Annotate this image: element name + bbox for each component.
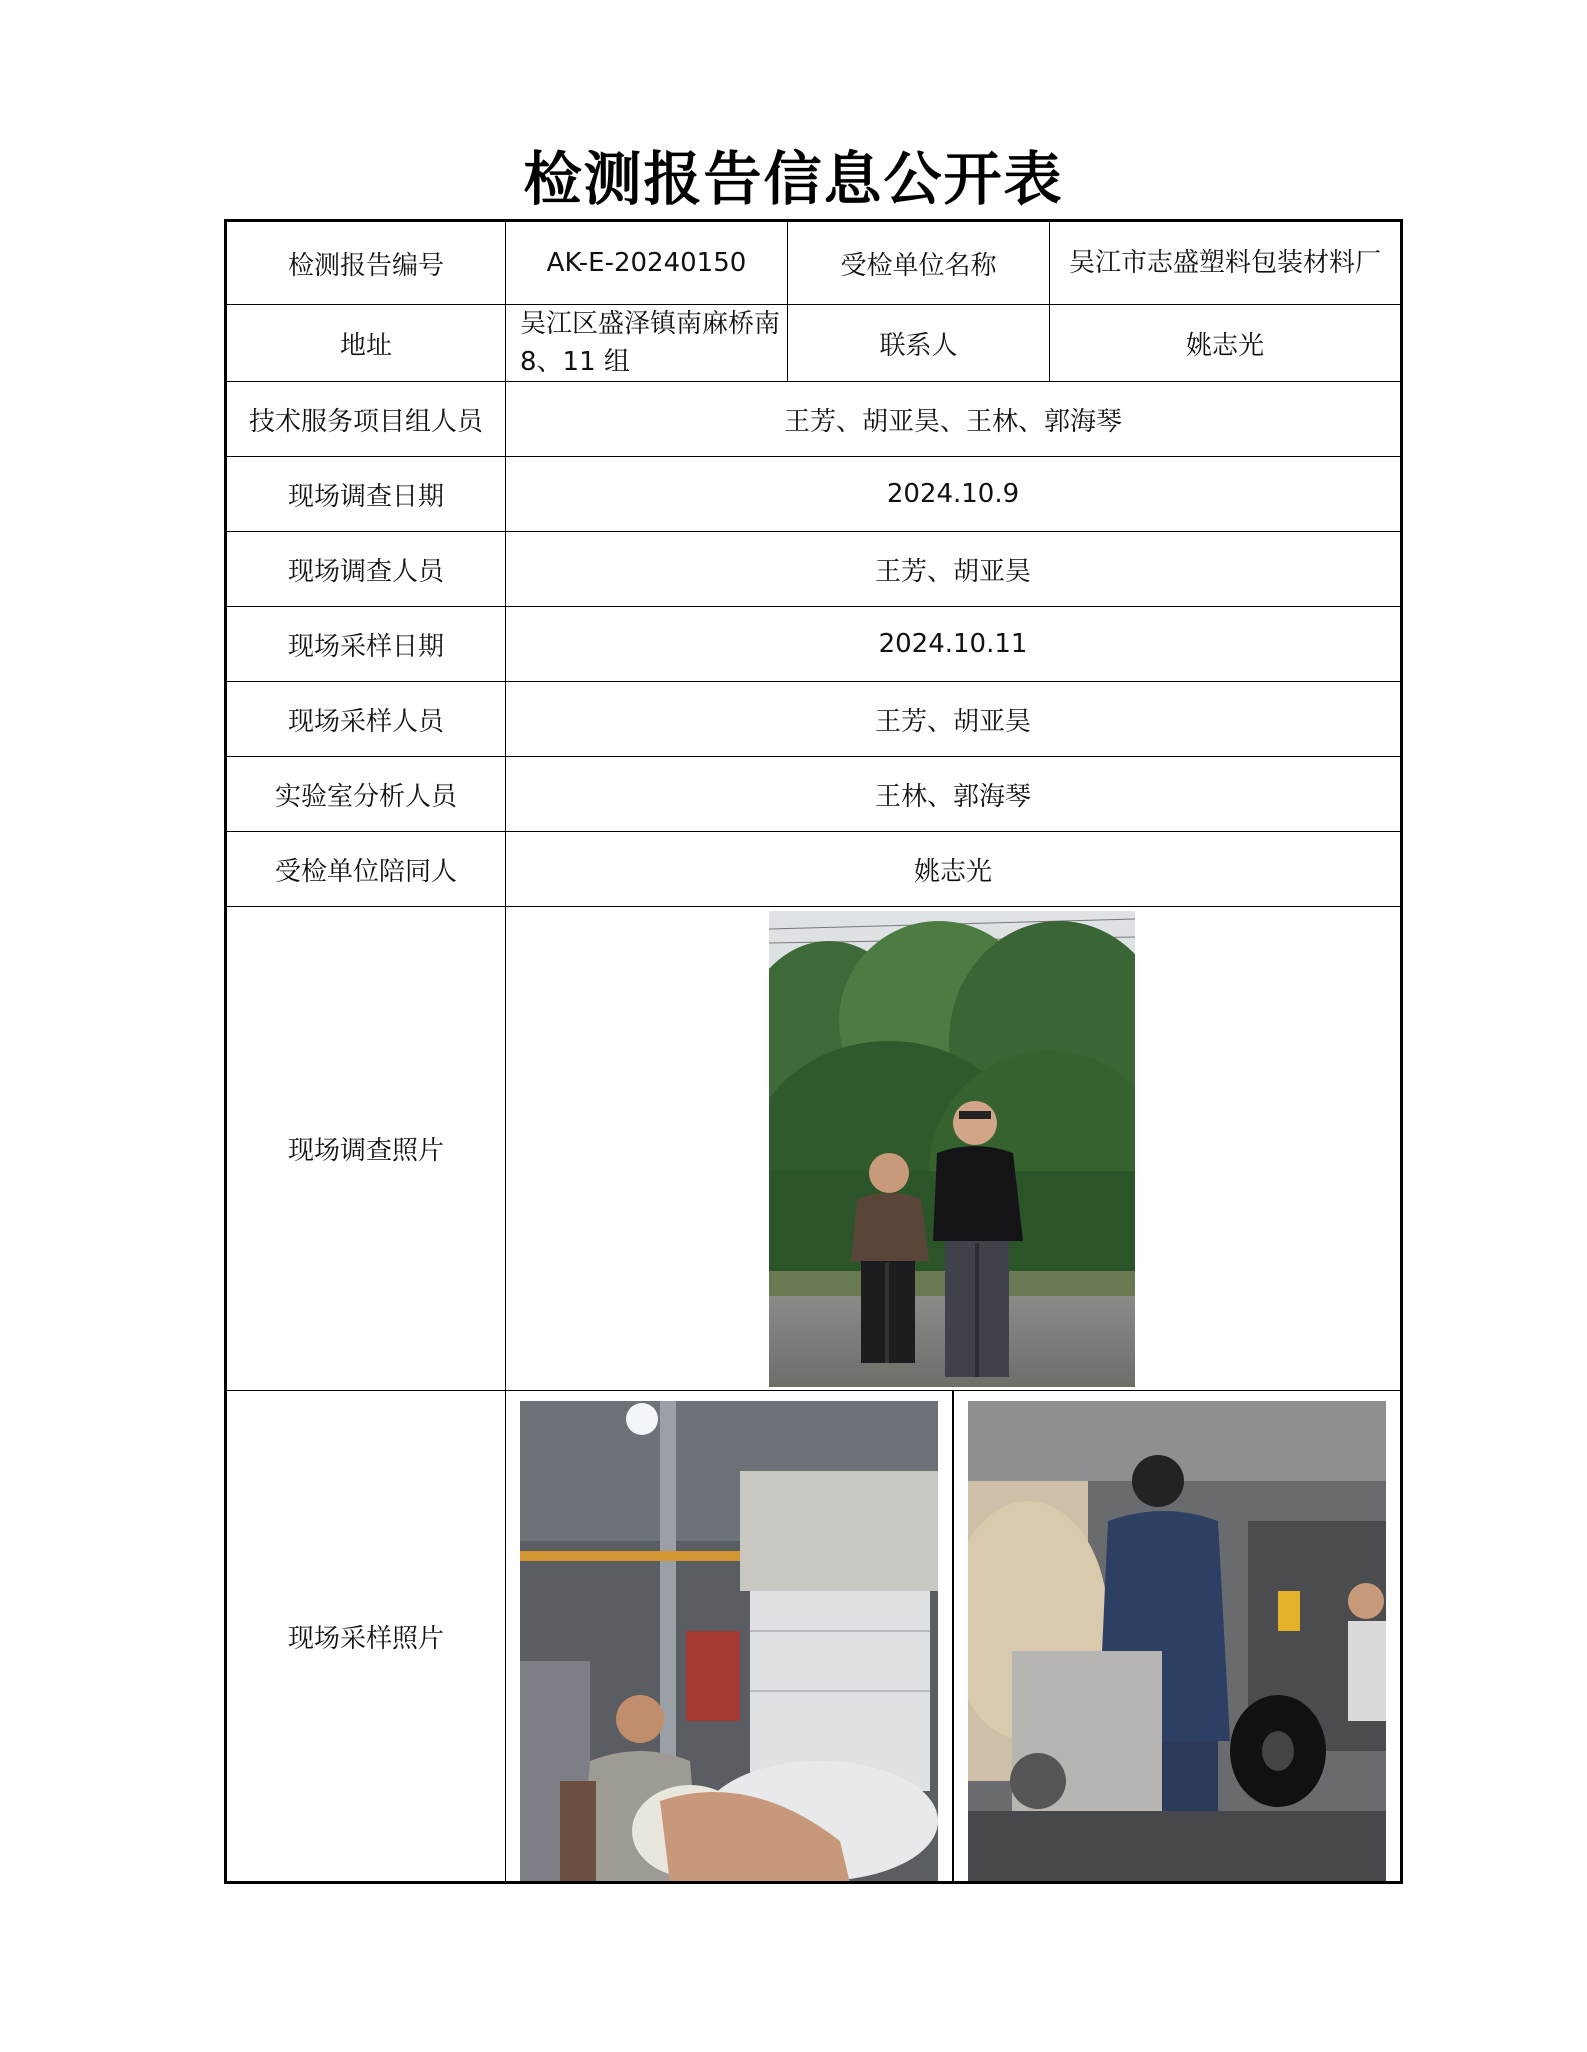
row-value: 2024.10.11 — [506, 607, 1402, 682]
address-label: 地址 — [226, 305, 506, 382]
row-label: 实验室分析人员 — [226, 757, 506, 832]
row-value: 王芳、胡亚昊、王林、郭海琴 — [506, 382, 1402, 457]
row-value: 王芳、胡亚昊 — [506, 532, 1402, 607]
table-row — [226, 607, 1402, 682]
sampling-photo-label: 现场采样照片 — [226, 1391, 506, 1883]
table-row — [226, 682, 1402, 757]
contact-label: 联系人 — [788, 305, 1050, 382]
sampling-photo-cell — [506, 1391, 1402, 1883]
table-row-survey-photo — [226, 907, 1402, 1391]
report-table — [224, 219, 1403, 1884]
table-row — [226, 382, 1402, 457]
row-label: 受检单位陪同人 — [226, 832, 506, 907]
table-row — [226, 757, 1402, 832]
table-row — [226, 832, 1402, 907]
table-row — [226, 457, 1402, 532]
table-row-report-no — [226, 221, 1402, 305]
row-label: 现场调查日期 — [226, 457, 506, 532]
page-title: 检测报告信息公开表 — [523, 145, 1064, 213]
row-value: 2024.10.9 — [506, 457, 1402, 532]
table-row — [226, 532, 1402, 607]
unit-name-label: 受检单位名称 — [788, 221, 1050, 305]
row-label: 现场采样人员 — [226, 682, 506, 757]
contact-value: 姚志光 — [1050, 305, 1402, 382]
table-row-address — [226, 305, 1402, 382]
row-label: 现场调查人员 — [226, 532, 506, 607]
survey-photo — [769, 911, 1135, 1387]
report-no-label: 检测报告编号 — [226, 221, 506, 305]
report-no-value: AK-E-20240150 — [506, 221, 788, 305]
sampling-photo-1-image — [520, 1401, 938, 1883]
row-value: 王林、郭海琴 — [506, 757, 1402, 832]
row-value: 王芳、胡亚昊 — [506, 682, 1402, 757]
address-value: 吴江区盛泽镇南麻桥南 8、11 组 — [506, 305, 788, 382]
survey-photo-cell — [506, 907, 1402, 1391]
photo-divider — [952, 1391, 954, 1881]
row-label: 技术服务项目组人员 — [226, 382, 506, 457]
row-value: 姚志光 — [506, 832, 1402, 907]
survey-photo-image — [769, 911, 1135, 1387]
sampling-photo-1 — [520, 1401, 938, 1883]
sampling-photo-2-image — [968, 1401, 1386, 1883]
table-row-sampling-photo — [226, 1391, 1402, 1883]
sampling-photo-2 — [968, 1401, 1386, 1883]
unit-name-value: 吴江市志盛塑料包装材料厂 — [1050, 221, 1402, 305]
survey-photo-label: 现场调查照片 — [226, 907, 506, 1391]
row-label: 现场采样日期 — [226, 607, 506, 682]
